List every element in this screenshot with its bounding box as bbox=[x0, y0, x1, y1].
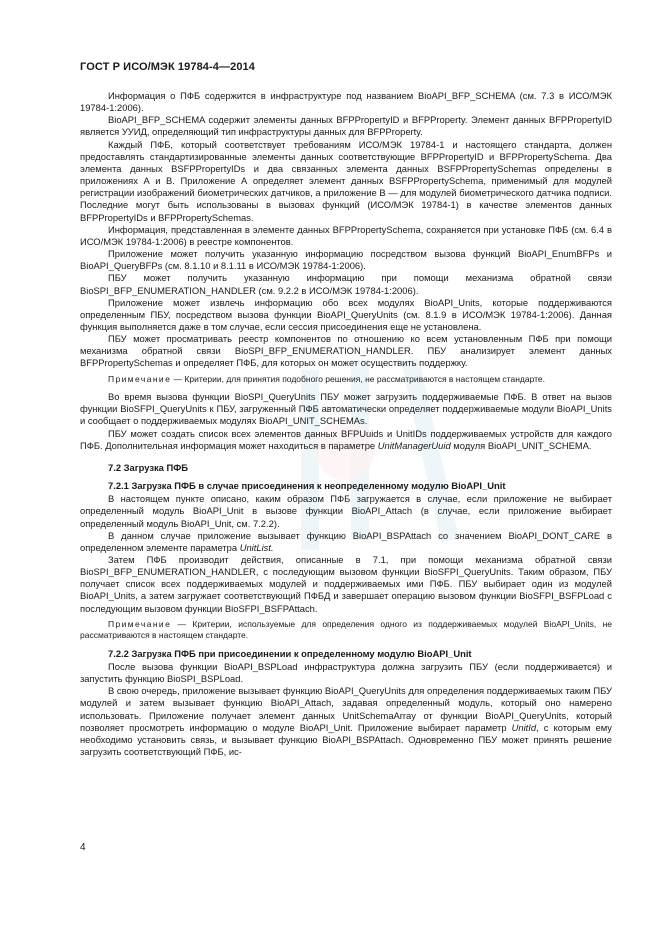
section-heading: 7.2 Загрузка ПФБ bbox=[108, 461, 188, 473]
note bbox=[80, 619, 612, 642]
paragraph-text: В данном случае приложение вызывает функцию BioAPI_BSPAttach со значением BioAPI_DONT_CARE в определенном элементе параметра bbox=[80, 529, 612, 553]
param-name: UnitId bbox=[511, 721, 537, 733]
paragraph: Приложение может получить указанную информацию посредством вызова функций BioAPI_EnumBFPs и BioAPI_QueryBFPs (см. 8.1.10 и 8.1.11 в ИСО/МЭК 19784-1:2006). bbox=[80, 248, 612, 272]
paragraph: BioAPI_BFP_SCHEMA содержит элементы данных BFPPropertyID и BFPProperty. Элемент данных BFPPropertyID является УУИД, определяющий тип инфраструктуры данных для BFPProperty. bbox=[80, 114, 612, 138]
subsection-heading: 7.2.1 Загрузка ПФБ в случае присоединения к неопределенному модулю BioAPI_Unit bbox=[108, 480, 506, 492]
paragraph: Информация, представленная в элементе данных BFPPropertySchema, сохраняется при установке ПФБ (см. 6.4 в ИСО/МЭК 19784-1:2006) в реестре компонентов. bbox=[80, 223, 612, 247]
paragraph-text: В свою очередь, приложение вызывает функцию BioAPI_QueryUnits для определения поддерживаемых таким ПБУ модулей и затем вызывает функцию BioAPI_Attach, задавая определенный модуль, который оно намерено использовать. Приложение получает элемент данных UnitSchemaArray от функции BioAPI_QueryUnits, который позволяет просмотреть информацию о модуле BioAPI_Unit. Приложение выбирает параметр bbox=[80, 685, 612, 733]
paragraph-text: ПБУ может создать список всех элементов данных BFPUuids и UnitIDs поддерживаемых устройств для каждого ПФБ. Дополнительная информация может находиться в параметре bbox=[80, 427, 612, 451]
paragraph-tail: , с которым ему необходимо установить связь, и вызывает функцию BioAPI_BSPAttach. Одновременно ПБУ может принять решение загрузить соответствующий ПФБ, ис- bbox=[80, 721, 612, 757]
paragraph bbox=[80, 428, 612, 452]
document-body bbox=[80, 90, 612, 758]
paragraph: Приложение может извлечь информацию обо всех модулях BioAPI_Units, которые поддерживаются определенным ПБУ, посредством вызова функции BioAPI_QueryUnits (см. 8.1.9 в ИСО/МЭК 19784-1:2006). Данная функция выполняется даже в том случае, если сессия присоединения еще не установлена. bbox=[80, 296, 612, 332]
param-name: UnitList. bbox=[239, 541, 274, 553]
note-label: Примечание bbox=[108, 618, 172, 629]
paragraph: ПБУ может получить указанную информацию при помощи механизма обратной связи BioSPI_BFP_ENUMERATION_HANDLER (см. 9.2.2 в ИСО/МЭК 19784-1:2006). bbox=[80, 272, 612, 296]
subsection-heading: 7.2.2 Загрузка ПФБ при присоединении к определенному модулю BioAPI_Unit bbox=[108, 647, 472, 659]
param-name: UnitManagerUuid bbox=[377, 439, 451, 451]
paragraph: После вызова функции BioAPI_BSPLoad инфраструктура должна загрузить ПБУ (если поддерживается) и запустить функцию BioSPI_BSPLoad. bbox=[80, 660, 612, 685]
paragraph: Информация о ПФБ содержится в инфраструктуре под названием BioAPI_BFP_SCHEMA (см. 7.3 в ИСО/МЭК 19784-1:2006). bbox=[80, 90, 612, 114]
paragraph: Каждый ПФБ, который соответствует требованиям ИСО/МЭК 19784-1 и настоящего стандарта, должен предоставлять стандартизированные элементы данных соответствующие BFPPropertyID и BFPPropertySchema. Два элемента данных BSFPPropertyIDs и два связанных элемента данных BSFPPropertySchemas определены в приложениях А и В. Приложение А определяет элемент данных BSFPPropertySchema, применимый для модулей регистрации изображений биометрических датчиков, а приложение В — для модулей биометрического датчика подписи. Последние могут быть использованы в вызовах функций (ИСО/МЭК 19784-1) в качестве элементов данных BFPPropertyIDs и BFPPropertySchemas. bbox=[80, 138, 612, 223]
paragraph bbox=[80, 685, 612, 758]
paragraph bbox=[80, 530, 612, 554]
note bbox=[80, 374, 612, 386]
page-number: 4 bbox=[80, 842, 86, 853]
paragraph-tail: модуля BioAPI_UNIT_SCHEMA. bbox=[450, 439, 592, 451]
note-text: — Критерии, для принятия подобного решения, не рассматриваются в настоящем стандарте. bbox=[171, 373, 546, 384]
document-header: ГОСТ Р ИСО/МЭК 19784-4—2014 bbox=[80, 61, 255, 73]
paragraph: В настоящем пункте описано, каким образом ПФБ загружается в случае, если приложение не выбирает определенный модуль BioAPI_Unit в вызове функции BioAPI_Attach (в случае, если приложение выбирает определенный модуль BioAPI_Unit, см. 7.2.2). bbox=[80, 493, 612, 529]
note-label: Примечание bbox=[108, 373, 172, 384]
paragraph: Затем ПФБ производит действия, описанные в 7.1, при помощи механизма обратной связи BioSPI_BFP_ENUMERATION_HANDLER, с последующим вызовом функции BioSFPI_QueryUnits. Таким образом, ПБУ получает список всех поддерживаемых модулей и поддерживаемых ими ПФБ. ПБУ выбирает один из модулей BioAPI_Units, а затем загружает соответствующий ПФБД и завершает операцию вызовом функции BioSFPI_BSFPLoad с последующим вызовом функции BioSFPI_BSFPAttach. bbox=[80, 553, 612, 614]
note-text: — Критерии, используемые для определения одного из поддерживаемых модулей BioAPI_Units, не рассматриваются в настоящем стандарте. bbox=[80, 618, 612, 641]
paragraph: Во время вызова функции BioSPI_QueryUnits ПБУ может загрузить поддерживаемые ПФБ. В ответ на вызов функции BioSFPI_QueryUnits к ПБУ, загруженный ПФБ автоматически определяет поддерживаемые модули BioAPI_Units и сообщает о поддерживаемых модулях BioAPI_UNIT_SCHEMAs. bbox=[80, 391, 612, 427]
paragraph: ПБУ может просматривать реестр компонентов по отношению ко всем установленным ПФБ при помощи механизма обратной связи BioSPI_BFP_ENUMERATION_HANDLER. ПБУ анализирует элемент данных BFPPropertySchemas и определяет ПФБ, для которых он может осуществить поддержку. bbox=[80, 333, 612, 369]
